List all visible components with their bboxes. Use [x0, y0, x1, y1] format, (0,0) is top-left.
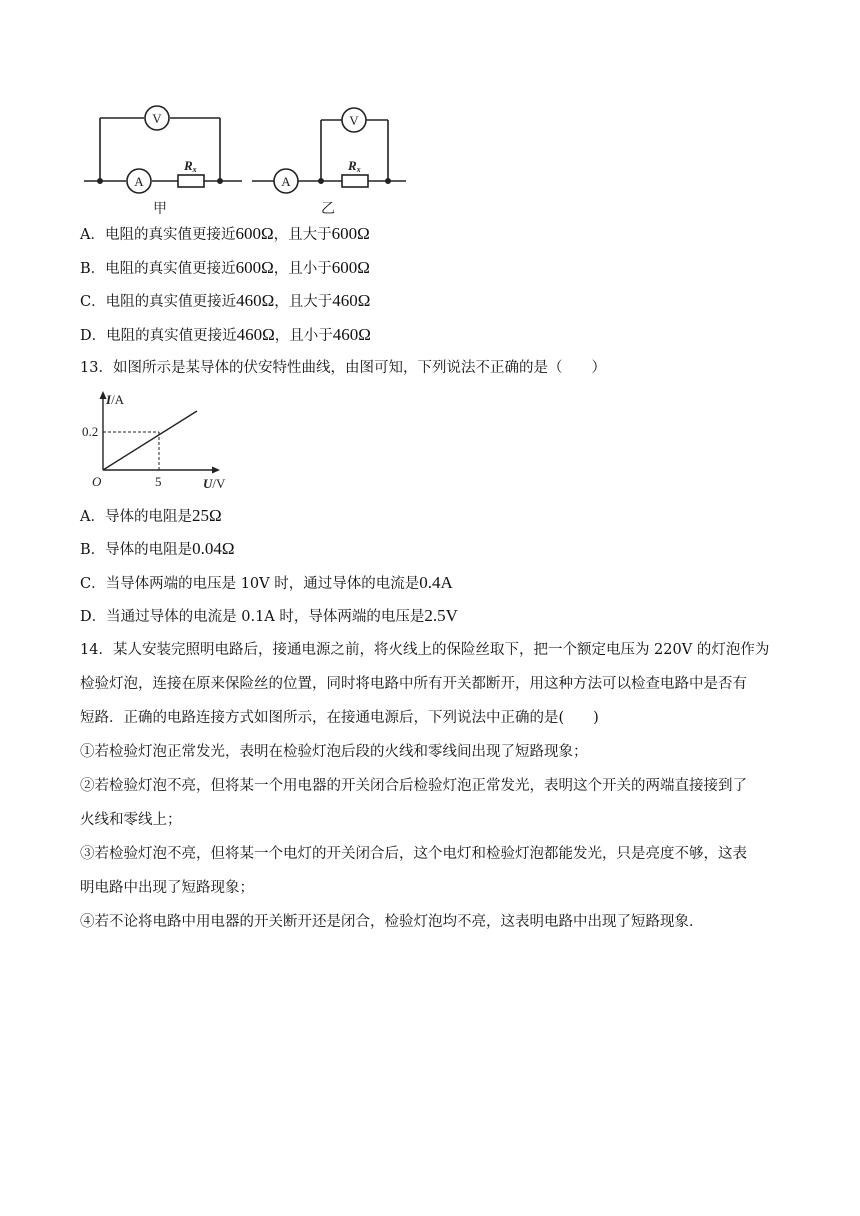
q13-option-b: B．导体的电阻是0.04Ω: [80, 539, 235, 558]
resistor-yi: [342, 175, 368, 187]
label-yi: 乙: [321, 202, 335, 217]
y-axis-label: I/A: [106, 392, 125, 407]
ammeter-jia-label: A: [134, 174, 144, 189]
resistor-jia: [178, 175, 204, 187]
q12-option-c: C．电阻的真实值更接近460Ω，且大于460Ω: [80, 291, 371, 310]
iv-line: [103, 411, 197, 470]
q14-statement-3: ③若检验灯泡不亮，但将某一个电灯的开关闭合后，这个电灯和检验灯泡都能发光，只是亮度不够，这表: [80, 846, 747, 862]
resistor-yi-label: Rx: [348, 158, 361, 174]
circuit-yi: [252, 108, 406, 193]
x-tick-label: 5: [155, 474, 162, 489]
q13-option-c: C．当导体两端的电压是 10V 时，通过导体的电流是0.4A: [80, 573, 453, 592]
q13-stem: 13．如图所示是某导体的伏安特性曲线，由图可知，下列说法不正确的是（ ）: [80, 360, 606, 376]
ammeter-yi-label: A: [281, 174, 291, 189]
q14-statement-1: ①若检验灯泡正常发光，表明在检验灯泡后段的火线和零线间出现了短路现象；: [80, 744, 588, 760]
circuit-jia: [84, 106, 242, 193]
origin-label: O: [92, 474, 102, 489]
q14-line-3: 短路．正确的电路连接方式如图所示，在接通电源后，下列说法中正确的是( ): [80, 710, 599, 726]
q12-option-d: D．电阻的真实值更接近460Ω，且小于460Ω: [80, 325, 371, 344]
q13-option-d: D．当通过导体的电流是 0.1A 时，导体两端的电压是2.5V: [80, 606, 458, 625]
q12-option-a: A．电阻的真实值更接近600Ω，且大于600Ω: [80, 224, 370, 243]
x-axis-arrow: [212, 467, 220, 474]
iv-graph: [82, 390, 262, 494]
resistor-jia-label: Rx: [184, 158, 197, 174]
x-axis-label: U/V: [203, 476, 226, 491]
q13-option-a: A．导体的电阻是25Ω: [80, 506, 222, 525]
q14-statement-3-cont: 明电路中出现了短路现象；: [80, 880, 254, 896]
voltmeter-yi-label: V: [349, 113, 359, 128]
y-tick-label: 0.2: [82, 424, 99, 439]
q14-statement-2-cont: 火线和零线上；: [80, 812, 182, 828]
label-jia: 甲: [153, 202, 167, 217]
circuit-diagrams: [80, 100, 410, 220]
q14-line-1: 14．某人安装完照明电路后，接通电源之前，将火线上的保险丝取下，把一个额定电压为 220V 的灯泡作为: [80, 642, 770, 658]
q14-statement-2: ②若检验灯泡不亮，但将某一个用电器的开关闭合后检验灯泡正常发光，表明这个开关的两端直接接到了: [80, 778, 747, 794]
q14-line-2: 检验灯泡，连接在原来保险丝的位置，同时将电路中所有开关都断开，用这种方法可以检查电路中是否有: [80, 676, 747, 692]
voltmeter-jia-label: V: [152, 111, 162, 126]
q14-statement-4: ④若不论将电路中用电器的开关断开还是闭合，检验灯泡均不亮，这表明电路中出现了短路现象．: [80, 914, 704, 930]
q12-option-b: B．电阻的真实值更接近600Ω，且小于600Ω: [80, 258, 370, 277]
